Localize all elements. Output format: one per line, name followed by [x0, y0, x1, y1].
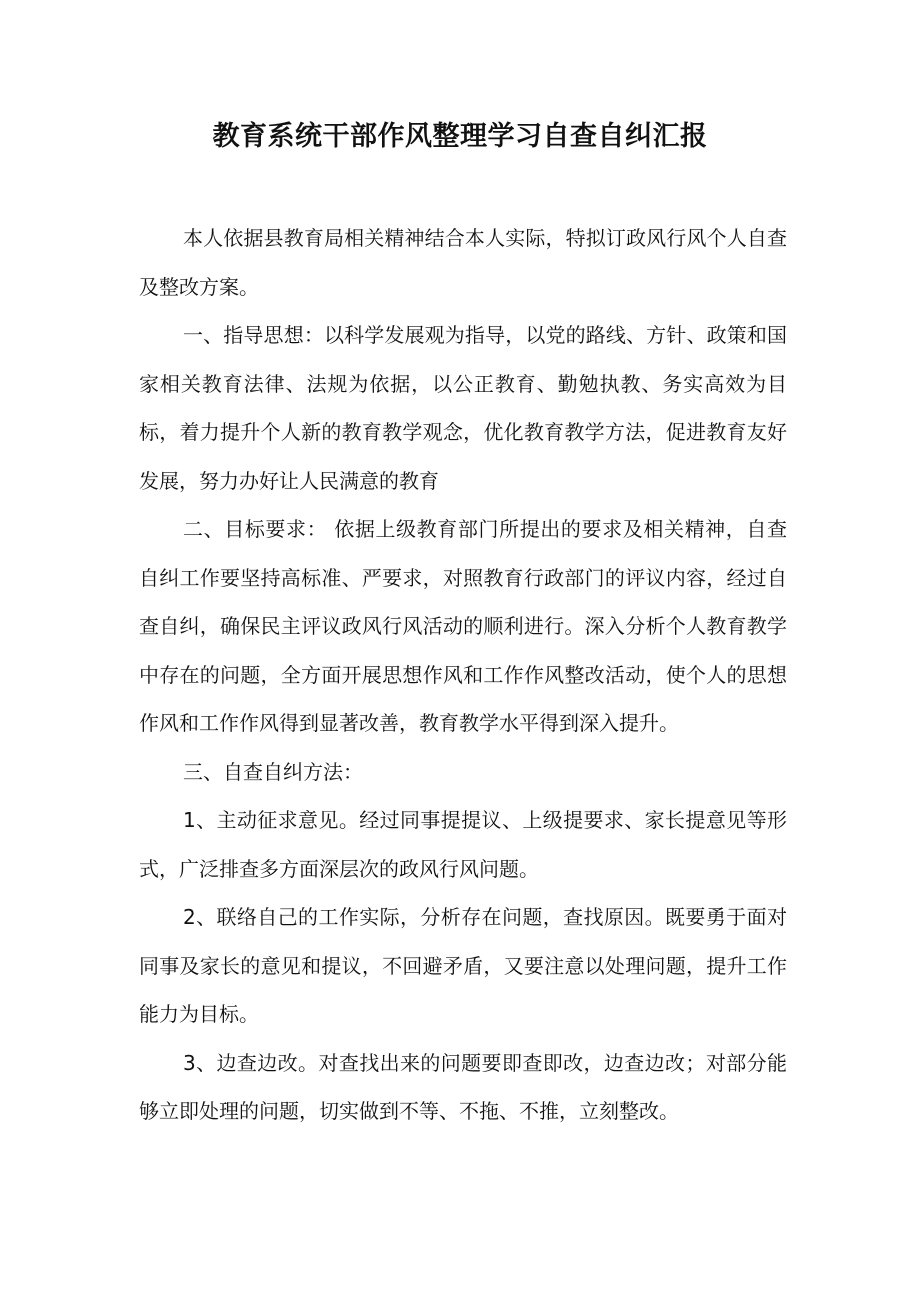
- paragraph-method-3: 3、边查边改。对查找出来的问题要即查即改，边查边改；对部分能够立即处理的问题，切实做到不等、不拖、不推，立刻整改。: [139, 1050, 787, 1123]
- paragraph-method-2: 2、联络自己的工作实际，分析存在问题，查找原因。既要勇于面对同事及家长的意见和提议，不回避矛盾，又要注意以处理问题，提升工作能力为目标。: [139, 905, 787, 1026]
- paragraph-intro: 本人依据县教育局相关精神结合本人实际，特拟订政风行风个人自查及整改方案。: [139, 226, 787, 299]
- paragraph-guiding-ideology: 一、指导思想：以科学发展观为指导，以党的路线、方针、政策和国家相关教育法律、法规为依据，以公正教育、勤勉执教、务实高效为目标，着力提升个人新的教育教学观念，优化教育教学方法，促进教育友好发展，努力办好让人民满意的教育: [139, 323, 787, 493]
- paragraph-goal-requirements: 二、目标要求： 依据上级教育部门所提出的要求及相关精神，自查自纠工作要坚持高标准、严要求，对照教育行政部门的评议内容，经过自查自纠，确保民主评议政风行风活动的顺利进行。深入分析个人教育教学中存在的问题，全方面开展思想作风和工作作风整改活动，使个人的思想作风和工作作风得到显著改善，教育教学水平得到深入提升。: [139, 517, 787, 735]
- paragraph-method-1: 1、主动征求意见。经过同事提提议、上级提要求、家长提意见等形式，广泛排查多方面深层次的政风行风问题。: [139, 808, 787, 881]
- paragraph-method-heading: 三、自查自纠方法：: [183, 759, 363, 784]
- document-body: [139, 214, 787, 1136]
- document-title: 教育系统干部作风整理学习自查自纠汇报: [212, 121, 708, 152]
